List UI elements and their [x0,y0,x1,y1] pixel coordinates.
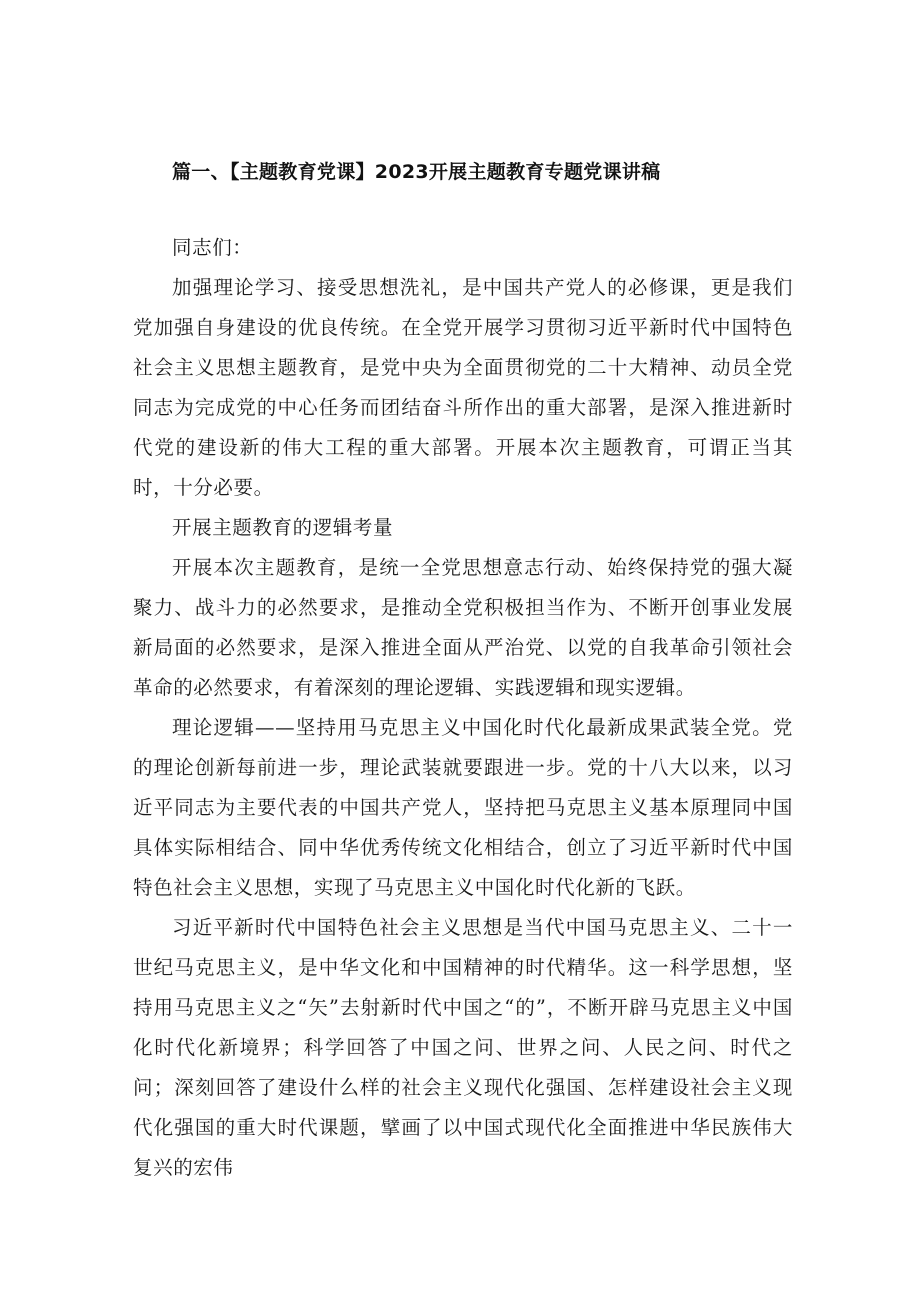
paragraph: 开展本次主题教育，是统一全党思想意志行动、始终保持党的强大凝聚力、战斗力的必然要求，是推动全党积极担当作为、不断开创事业发展新局面的必然要求，是深入推进全面从严治党、以党的自我革命引领社会革命的必然要求，有着深刻的理论逻辑、实践逻辑和现实逻辑。 [133,556,793,699]
paragraph: 加强理论学习、接受思想洗礼，是中国共产党人的必修课，更是我们党加强自身建设的优良传统。在全党开展学习贯彻习近平新时代中国特色社会主义思想主题教育，是党中央为全面贯彻党的二十大精神、动员全党同志为完成党的中心任务而团结奋斗所作出的重大部署，是深入推进新时代党的建设新的伟大工程的重大部署。开展本次主题教育，可谓正当其时，十分必要。 [133,276,793,499]
section-heading: 开展主题教育的逻辑考量 [172,516,394,539]
document-title: 篇一、【主题教育党课】2023开展主题教育专题党课讲稿 [172,161,661,183]
document-body [133,228,793,1188]
paragraph: 理论逻辑——坚持用马克思主义中国化时代化最新成果武装全党。党的理论创新每前进一步，理论武装就要跟进一步。党的十八大以来，以习近平同志为主要代表的中国共产党人，坚持把马克思主义基本原理同中国具体实际相结合、同中华优秀传统文化相结合，创立了习近平新时代中国特色社会主义思想，实现了马克思主义中国化时代化新的飞跃。 [133,716,793,899]
salutation: 同志们： [172,236,253,259]
paragraph: 习近平新时代中国特色社会主义思想是当代中国马克思主义、二十一世纪马克思主义，是中华文化和中国精神的时代精华。这一科学思想，坚持用马克思主义之“矢”去射新时代中国之“的”，不断开辟马克思主义中国化时代化新境界；科学回答了中国之问、世界之问、人民之问、时代之问；深刻回答了建设什么样的社会主义现代化强国、怎样建设社会主义现代化强国的重大时代课题，擘画了以中国式现代化全面推进中华民族伟大复兴的宏伟 [133,916,793,1179]
